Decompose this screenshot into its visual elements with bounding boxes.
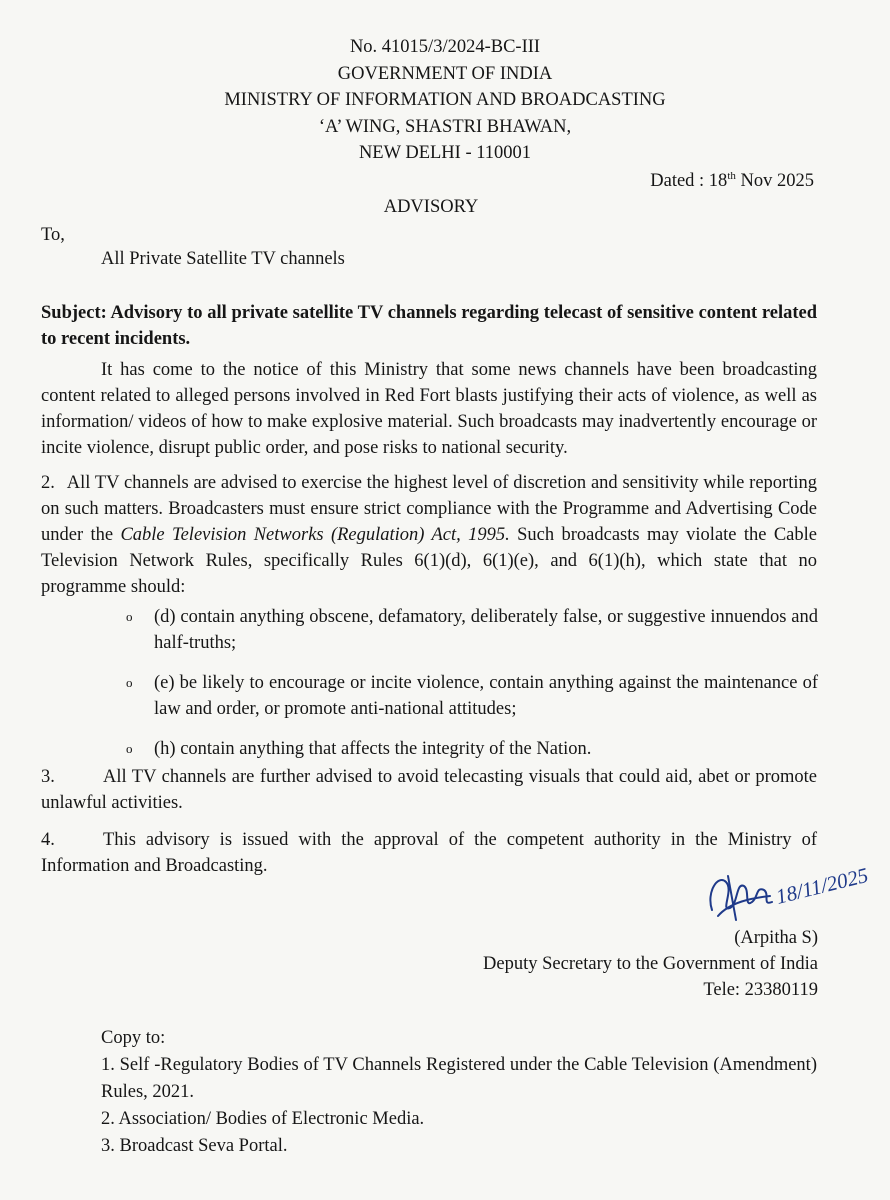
paragraph-number: 2. — [41, 473, 55, 493]
paragraph-2: 2. All TV channels are advised to exercise the highest level of discretion and sensitivity while reporting on such matters. Broadcasters must ensure strict compliance with the Programme and Advertising Code under the Cable Television Networks (Regulation) Act, 1995. Such broadcasts may violate the Cable Television Network Rules, specifically Rules 6(1)(d), 6(1)(e), and 6(1)(h), which state that no programme should: — [41, 470, 817, 600]
paragraph-3: 3. All TV channels are further advised to avoid telecasting visuals that could aid, abet or promote unlawful activities. — [41, 764, 817, 816]
signatory-block — [483, 925, 818, 1003]
act-citation: Cable Television Networks (Regulation) Act, 1995. — [120, 525, 510, 545]
signature-date: 18/11/2025 — [773, 862, 871, 909]
bullet-icon: o — [126, 609, 133, 624]
bullet-icon: o — [126, 741, 133, 756]
list-item: o (d) contain anything obscene, defamatory, deliberately false, or suggestive innuendos and half-truths; — [126, 604, 818, 656]
addressee: All Private Satellite TV channels — [101, 249, 345, 269]
paragraph-number: 3. — [41, 767, 55, 787]
signatory-designation: Deputy Secretary to the Government of India — [483, 954, 818, 974]
document-title: ADVISORY — [383, 197, 479, 217]
copy-to-section — [101, 1025, 817, 1160]
list-item: o (h) contain anything that affects the integrity of the Nation. — [126, 736, 818, 762]
paragraph-4: 4. This advisory is issued with the approval of the competent authority in the Ministry of Information and Broadcasting. — [41, 827, 817, 879]
reference-number: No. 41015/3/2024-BC-III — [349, 37, 541, 57]
paragraph-1: It has come to the notice of this Ministry that some news channels have been broadcasting content related to alleged persons involved in Red Fort blasts justifying their acts of violence, as well as information/ videos of how to make explosive material. Such broadcasts may inadvertently encourage or incite violence, disrupt public order, and pose risks to national security. — [41, 360, 817, 458]
paragraph-number: 4. — [41, 830, 55, 850]
list-item: 3. Broadcast Seva Portal. — [101, 1136, 288, 1156]
list-item: 1. Self -Regulatory Bodies of TV Channels Registered under the Cable Television (Amendment) Rules, 2021. — [101, 1055, 817, 1102]
list-item: 2. Association/ Bodies of Electronic Media. — [101, 1109, 425, 1129]
to-label: To, — [41, 225, 65, 245]
subject-line: Subject: Advisory to all private satellite TV channels regarding telecast of sensitive content related to recent incidents. — [41, 303, 817, 349]
bullet-icon: o — [126, 675, 133, 690]
list-item: o (e) be likely to encourage or incite violence, contain anything against the maintenance of law and order, or promote anti-national attitudes; — [126, 670, 818, 722]
handwritten-signature — [700, 852, 880, 932]
office-wing: ‘A’ WING, SHASTRI BHAWAN, — [318, 116, 572, 137]
signatory-name: (Arpitha S) — [734, 928, 818, 948]
government-name: GOVERNMENT OF INDIA — [337, 63, 553, 84]
rules-list — [126, 604, 818, 776]
signatory-phone: Tele: 23380119 — [703, 980, 818, 1000]
office-city: NEW DELHI - 110001 — [358, 143, 532, 163]
ministry-name: MINISTRY OF INFORMATION AND BROADCASTING — [224, 90, 666, 110]
letterhead — [0, 34, 890, 167]
document-date: Dated : 18th Nov 2025 — [650, 170, 814, 192]
copy-to-label: Copy to: — [101, 1028, 166, 1048]
